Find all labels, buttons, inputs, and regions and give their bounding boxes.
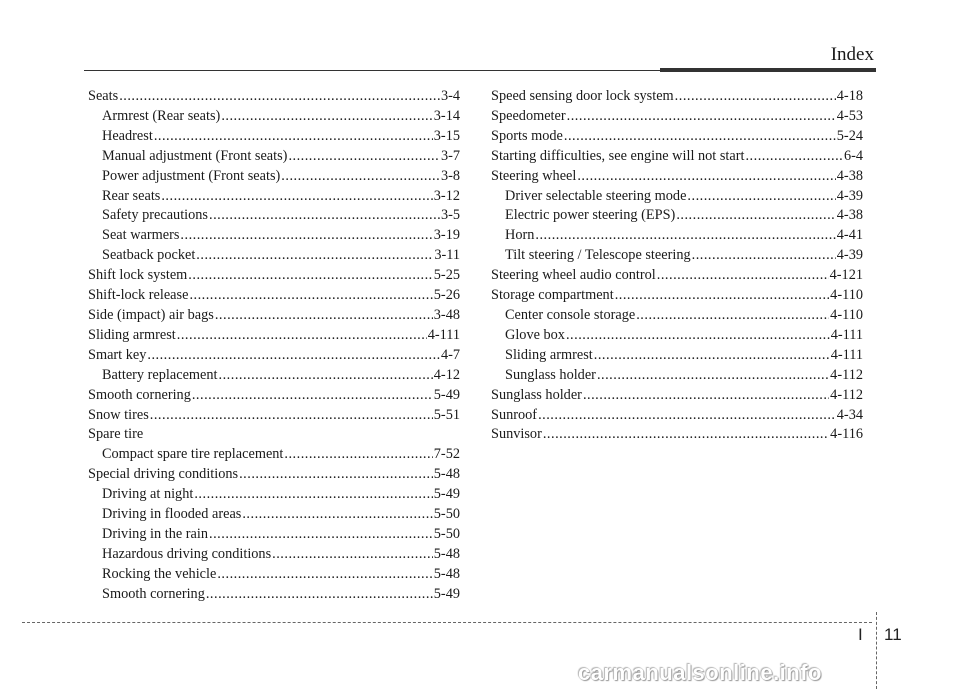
index-entry — [88, 326, 460, 346]
index-entry — [88, 226, 460, 246]
index-entry-page: 5-48 — [433, 565, 460, 582]
index-entry — [491, 246, 863, 266]
dot-leader — [119, 87, 440, 107]
index-entry-label: Rocking the vehicle — [102, 565, 217, 582]
footer-dashed-rule — [22, 622, 872, 623]
index-entry-page: 4-38 — [836, 207, 863, 224]
index-entry-label: Smooth cornering — [88, 386, 191, 403]
dot-leader — [192, 386, 433, 406]
index-entry-page: 3-14 — [433, 107, 460, 124]
index-entry — [88, 206, 460, 226]
index-entry — [88, 445, 460, 465]
dot-leader — [272, 545, 433, 565]
index-entry-label: Horn — [505, 227, 535, 244]
index-entry — [491, 266, 863, 286]
dot-leader — [535, 226, 835, 246]
index-entry — [491, 147, 863, 167]
index-entry — [491, 406, 863, 426]
index-entry-page: 4-121 — [829, 267, 863, 284]
index-entry — [491, 306, 863, 326]
index-entry-page: 3-12 — [433, 187, 460, 204]
index-entry — [88, 406, 460, 426]
dot-leader — [564, 127, 836, 147]
index-entry — [88, 585, 460, 605]
index-entry-page: 4-34 — [836, 406, 863, 423]
index-entry — [88, 425, 460, 445]
dot-leader — [161, 187, 432, 207]
index-entry — [88, 147, 460, 167]
index-entry-page: 3-11 — [434, 247, 460, 264]
index-entry-label: Sunglass holder — [505, 366, 596, 383]
index-entry-label: Seats — [88, 88, 119, 104]
index-entry — [88, 246, 460, 266]
index-entry-page: 5-48 — [433, 545, 460, 562]
index-entry-label: Electric power steering (EPS) — [505, 207, 676, 224]
index-entry-page: 3-19 — [433, 227, 460, 244]
dot-leader — [676, 206, 835, 226]
index-entry-page: 4-110 — [830, 287, 863, 304]
dot-leader — [189, 286, 432, 306]
index-entry-page: 4-39 — [836, 187, 863, 204]
index-entry — [88, 386, 460, 406]
index-entry-label: Headrest — [102, 127, 153, 144]
index-entry-label: Driving in the rain — [102, 525, 209, 542]
index-entry-label: Driving at night — [102, 486, 194, 503]
index-entry — [88, 87, 460, 107]
dot-leader — [209, 525, 433, 545]
index-entry — [88, 266, 460, 286]
index-entry — [88, 465, 460, 485]
index-entry — [88, 366, 460, 386]
index-entry-label: Side (impact) air bags — [88, 306, 214, 323]
index-entry-label: Sunvisor — [491, 426, 542, 443]
index-entry-page: 5-51 — [433, 406, 460, 423]
dot-leader — [577, 167, 835, 187]
dot-leader — [180, 226, 432, 246]
index-entry-label: Seatback pocket — [102, 247, 196, 264]
index-entry — [491, 206, 863, 226]
index-entry — [491, 346, 863, 366]
watermark-text[interactable]: carmanualsonline.info — [578, 660, 822, 685]
index-entry — [88, 167, 460, 187]
index-entry-page: 4-112 — [830, 366, 863, 383]
header-accent-bar — [660, 68, 876, 72]
index-entry-page: 3-48 — [433, 306, 460, 323]
dot-leader — [206, 585, 433, 605]
index-entry — [88, 545, 460, 565]
index-entry-page: 3-4 — [440, 88, 460, 104]
dot-leader — [196, 246, 433, 266]
index-entry-page: 5-25 — [433, 267, 460, 284]
index-entry-page: 4-18 — [836, 88, 863, 104]
index-entry-page: 3-7 — [440, 147, 460, 164]
dot-leader — [594, 346, 830, 366]
index-entry-label: Shift lock system — [88, 267, 188, 284]
index-entry — [88, 306, 460, 326]
dot-leader — [242, 505, 432, 525]
index-entry-page: 4-111 — [830, 326, 863, 343]
index-entry-page: 4-7 — [440, 346, 460, 363]
index-entry-label: Battery replacement — [102, 366, 218, 383]
index-entry-page: 4-38 — [836, 167, 863, 184]
dot-leader — [177, 326, 427, 346]
index-entry — [491, 386, 863, 406]
dot-leader — [675, 87, 836, 107]
dot-leader — [217, 565, 432, 585]
index-entry — [491, 286, 863, 306]
index-entry-label: Hazardous driving conditions — [102, 545, 272, 562]
dot-leader — [154, 127, 433, 147]
index-entry-page: 4-39 — [836, 247, 863, 264]
index-entry-page: 5-50 — [433, 525, 460, 542]
index-entry-label: Special driving conditions — [88, 466, 239, 483]
index-entry — [88, 107, 460, 127]
dot-leader — [288, 147, 440, 167]
index-entry-label: Armrest (Rear seats) — [102, 107, 221, 124]
index-entry-label: Manual adjustment (Front seats) — [102, 147, 288, 164]
index-entry-label: Speed sensing door lock system — [491, 88, 674, 104]
index-entry-label: Sliding armrest — [505, 346, 593, 363]
dot-leader — [147, 346, 440, 366]
index-entry-label: Starting difficulties, see engine will not start — [491, 147, 745, 164]
dot-leader — [636, 306, 829, 326]
index-entry-label: Sliding armrest — [88, 326, 176, 343]
index-entry — [88, 346, 460, 366]
index-entry-page: 4-110 — [830, 306, 863, 323]
dot-leader — [597, 366, 829, 386]
index-entry-page: 7-52 — [433, 446, 460, 463]
index-entry-label: Spare tire — [88, 426, 144, 443]
dot-leader — [215, 306, 433, 326]
index-entry — [491, 326, 863, 346]
index-entry-page: 5-26 — [433, 287, 460, 304]
dot-leader — [615, 286, 829, 306]
index-entry — [491, 107, 863, 127]
index-entry-page: 3-8 — [440, 167, 460, 184]
index-entry — [88, 286, 460, 306]
dot-leader — [150, 406, 433, 426]
index-entry-label: Storage compartment — [491, 287, 614, 304]
index-entry-page: 5-24 — [836, 127, 863, 144]
index-entry — [491, 127, 863, 147]
index-entry — [88, 505, 460, 525]
index-entry — [88, 565, 460, 585]
index-entry-label: Steering wheel audio control — [491, 267, 656, 284]
index-entry — [491, 226, 863, 246]
index-entry-label: Smart key — [88, 346, 147, 363]
dot-leader — [566, 326, 830, 346]
index-entry-page: 4-41 — [836, 227, 863, 244]
index-entry — [88, 485, 460, 505]
index-entry-page: 5-49 — [433, 386, 460, 403]
index-entry — [88, 525, 460, 545]
index-entry-label: Tilt steering / Telescope steering — [505, 247, 691, 264]
dot-leader — [692, 246, 836, 266]
index-entry-label: Center console storage — [505, 306, 636, 323]
footer-section-letter: I — [858, 625, 863, 644]
index-entry-label: Steering wheel — [491, 167, 577, 184]
index-entry-page: 3-15 — [433, 127, 460, 144]
index-entry — [88, 187, 460, 207]
index-entry-page: 4-112 — [830, 386, 863, 403]
index-entry-label: Sunroof — [491, 406, 538, 423]
index-entry — [491, 187, 863, 207]
index-entry-label: Safety precautions — [102, 207, 208, 224]
dot-leader — [239, 465, 433, 485]
index-entry-label: Sunglass holder — [491, 386, 582, 403]
index-entry-page: 5-48 — [433, 466, 460, 483]
index-entry-label: Sports mode — [491, 127, 563, 144]
dot-leader — [284, 445, 432, 465]
index-entry-label: Seat warmers — [102, 227, 180, 244]
dot-leader — [281, 167, 440, 187]
index-entry-label: Driver selectable steering mode — [505, 187, 687, 204]
index-entry-page: 4-111 — [427, 326, 460, 343]
dot-leader — [657, 266, 829, 286]
index-entry-page: 5-50 — [433, 506, 460, 523]
dot-leader — [567, 107, 836, 127]
dot-leader — [194, 485, 432, 505]
index-entry-label: Speedometer — [491, 107, 566, 124]
dot-leader — [188, 266, 432, 286]
index-entry-page: 5-49 — [433, 585, 460, 602]
index-entry-label: Smooth cornering — [102, 585, 205, 602]
dot-leader — [745, 147, 842, 167]
index-entry-page: 4-53 — [836, 107, 863, 124]
index-entry — [491, 87, 863, 107]
index-entry — [491, 366, 863, 386]
index-entry-page: 4-111 — [830, 346, 863, 363]
dot-leader — [538, 406, 836, 426]
index-column-left — [88, 87, 460, 605]
index-entry-page: 5-49 — [433, 486, 460, 503]
index-entry-page: 6-4 — [843, 147, 863, 164]
dot-leader — [687, 187, 835, 207]
footer-page-number: 11 — [884, 625, 902, 644]
index-column-right — [491, 87, 863, 445]
dot-leader — [583, 386, 829, 406]
dot-leader — [209, 206, 440, 226]
dot-leader — [221, 107, 432, 127]
dot-leader — [219, 366, 433, 386]
index-entry — [491, 167, 863, 187]
index-entry-label: Glove box — [505, 326, 565, 343]
dot-leader — [543, 425, 829, 445]
index-entry-label: Power adjustment (Front seats) — [102, 167, 281, 184]
index-entry-page: 4-116 — [830, 426, 863, 443]
footer-vertical-dash — [876, 612, 877, 689]
index-entry-label: Snow tires — [88, 406, 149, 423]
index-entry-label: Driving in flooded areas — [102, 506, 242, 523]
index-entry-page: 3-5 — [440, 207, 460, 224]
index-entry-label: Compact spare tire replacement — [102, 446, 284, 463]
index-entry — [491, 425, 863, 445]
index-entry-label: Rear seats — [102, 187, 161, 204]
index-entry-label: Shift-lock release — [88, 287, 189, 304]
index-entry — [88, 127, 460, 147]
index-entry-page: 4-12 — [433, 366, 460, 383]
page-header-title: Index — [830, 44, 874, 65]
